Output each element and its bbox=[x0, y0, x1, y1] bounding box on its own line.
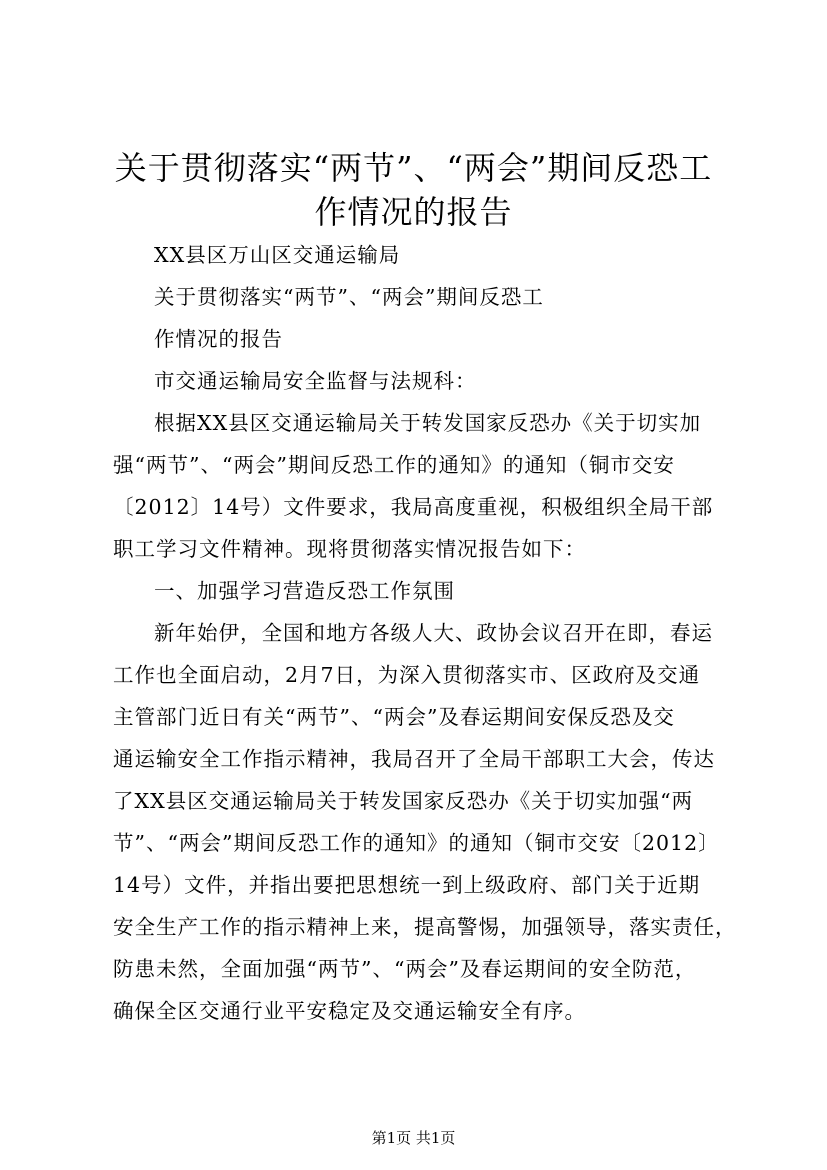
body-text-line: 防患未然，全面加强“两节”、“两会”及春运期间的安全防范， bbox=[113, 957, 697, 981]
body-text-line: 根据XX县区交通运输局关于转发国家反恐办《关于切实加 bbox=[154, 411, 702, 435]
body-text-line: 通运输安全工作指示精神，我局召开了全局干部职工大会，传达 bbox=[113, 747, 715, 771]
section-heading: 一、加强学习营造反恐工作氛围 bbox=[154, 579, 455, 603]
body-text-line: 新年始伊，全国和地方各级人大、政协会议召开在即，春运 bbox=[154, 621, 713, 645]
body-text-line: 职工学习文件精神。现将贯彻落实情况报告如下： bbox=[113, 537, 586, 561]
subject-line-2: 作情况的报告 bbox=[154, 327, 283, 351]
body-text-line: 确保全区交通行业平安稳定及交通运输安全有序。 bbox=[113, 999, 586, 1023]
body-text-line: 节”、“两会”期间反恐工作的通知》的通知（铜市交安〔2012〕 bbox=[113, 831, 720, 855]
issuer-line: XX县区万山区交通运输局 bbox=[154, 243, 401, 267]
document-title bbox=[100, 146, 727, 234]
title-line-2: 作情况的报告 bbox=[314, 193, 513, 231]
body-text-line: 了XX县区交通运输局关于转发国家反恐办《关于切实加强“两 bbox=[113, 789, 694, 813]
body-text-line: 安全生产工作的指示精神上来，提高警惕，加强领导，落实责任， bbox=[113, 915, 737, 939]
page-footer: 第1页 共1页 bbox=[371, 1129, 456, 1147]
body-text-line: 〔2012〕14号）文件要求，我局高度重视，积极组织全局干部 bbox=[113, 495, 714, 519]
body-text-line: 强“两节”、“两会”期间反恐工作的通知》的通知（铜市交安 bbox=[113, 453, 675, 477]
body-text-line: 工作也全面启动，2月7日，为深入贯彻落实市、区政府及交通 bbox=[113, 663, 701, 687]
body-text-line: 主管部门近日有关“两节”、“两会”及春运期间安保反恐及交 bbox=[113, 705, 675, 729]
title-line-1: 关于贯彻落实“两节”、“两会”期间反恐工 bbox=[114, 149, 713, 187]
body-text-line: 14号）文件，并指出要把思想统一到上级政府、部门关于近期 bbox=[113, 873, 701, 897]
subject-line-1: 关于贯彻落实“两节”、“两会”期间反恐工 bbox=[154, 285, 544, 309]
recipient-line: 市交通运输局安全监督与法规科： bbox=[154, 369, 477, 393]
